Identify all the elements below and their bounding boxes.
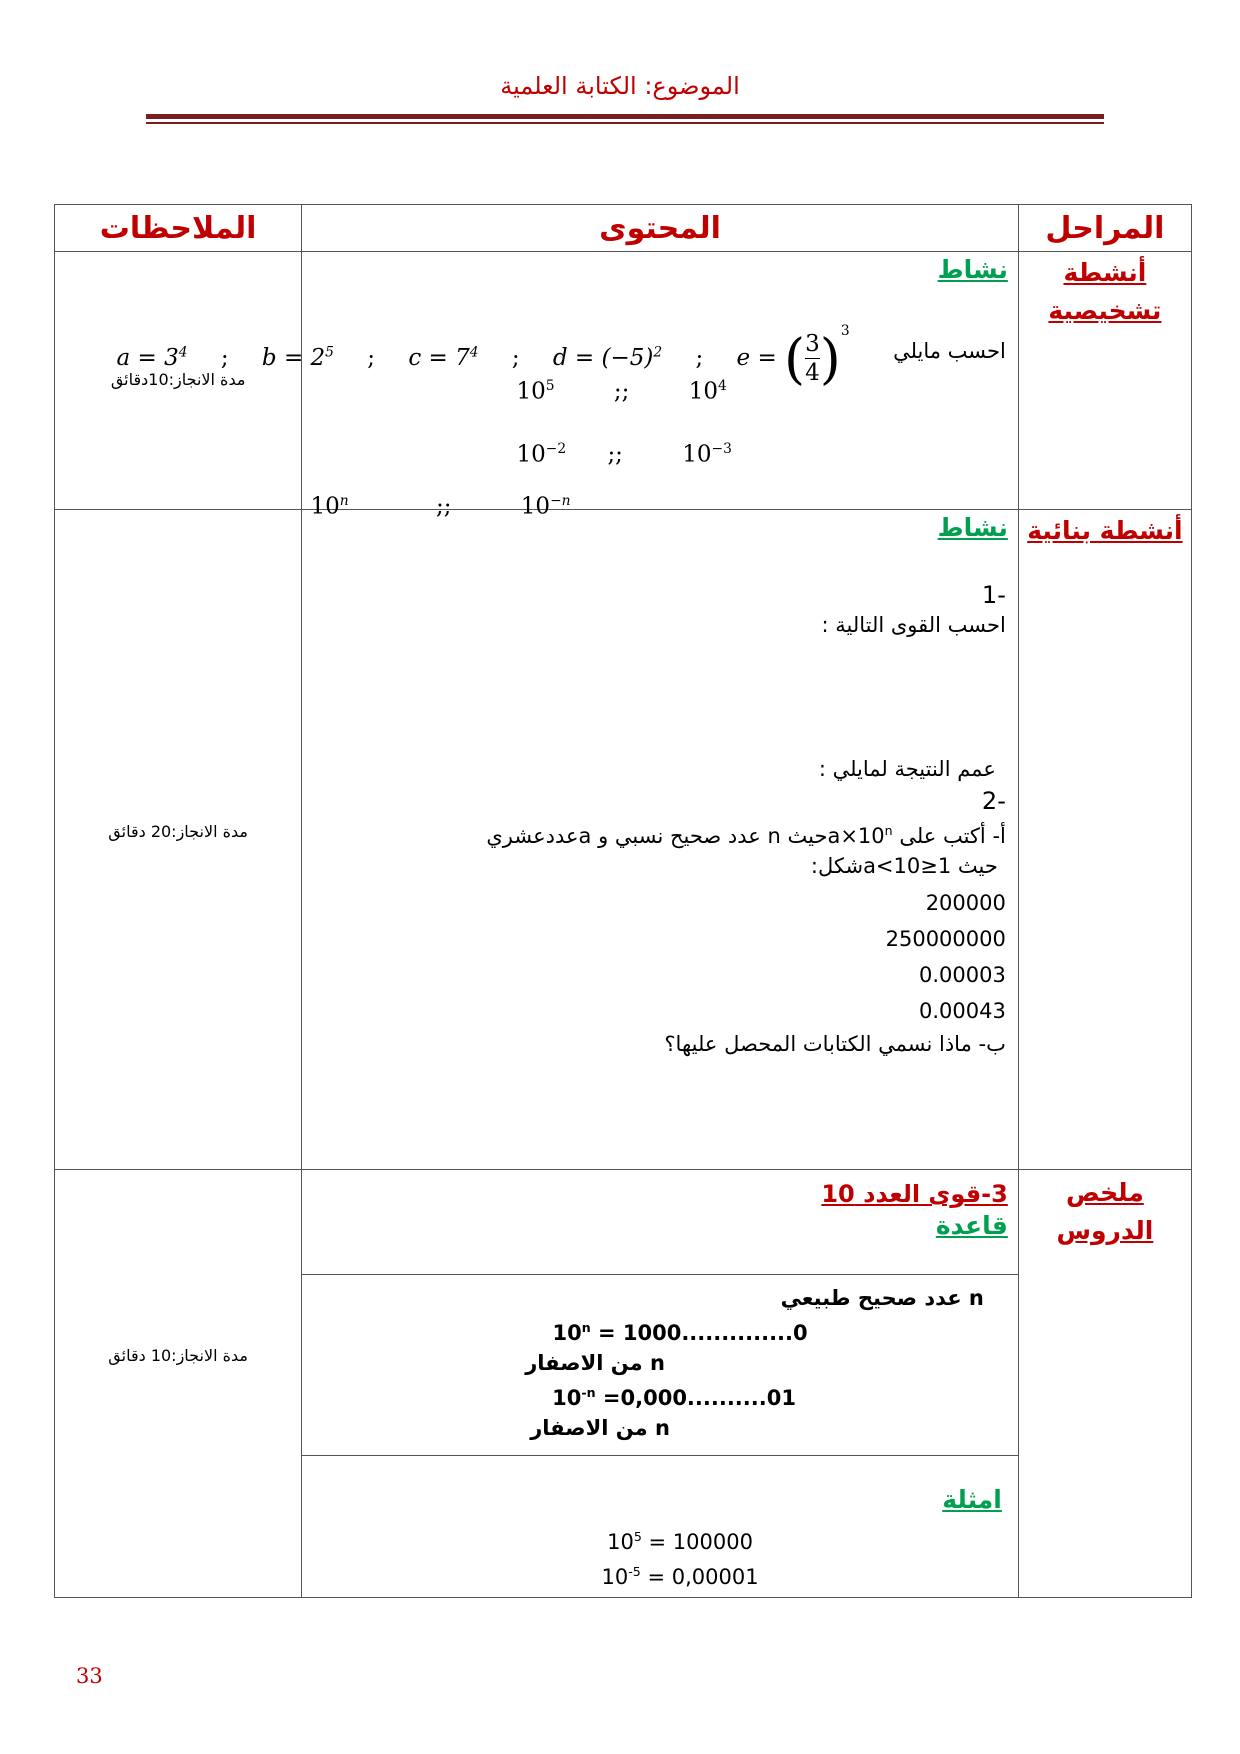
- item-label: -2: [981, 787, 1006, 815]
- item-text: أ- أكتب على $a\times 10^nحيث$ n عدد صحيح نسبي و aعددعشري: [486, 823, 1006, 848]
- rule-box: [302, 1275, 1018, 1456]
- section-title: 3-قوى العدد 10: [821, 1180, 1008, 1208]
- stage-cell: [1018, 252, 1191, 510]
- header-divider: [146, 114, 1104, 119]
- notes-cell: [55, 1170, 302, 1598]
- header-content: المحتوى: [302, 205, 1019, 252]
- table-header-row: [55, 205, 1192, 252]
- stage-label: ملخص الدروس: [1056, 1178, 1154, 1245]
- header-divider-thin: [146, 122, 1104, 124]
- table-row: [55, 510, 1192, 1170]
- rule-line: n عدد صحيح طبيعي: [780, 1286, 984, 1310]
- item-text: حيث 1≤a<10شكل:: [810, 854, 998, 878]
- list-item: 0.00043: [919, 999, 1006, 1023]
- stage-label: أنشطة بنائية: [1027, 516, 1183, 545]
- generalize-powers: 10$^n$ ;; $10^{-n}$: [310, 492, 571, 520]
- rule-formula: $10^n = 1000..............0$: [552, 1320, 808, 1345]
- question-text: ب- ماذا نسمي الكتابات المحصل عليها؟: [664, 1032, 1006, 1056]
- table-row: [55, 1170, 1192, 1598]
- notes-cell: [55, 510, 302, 1170]
- instruction-text: احسب مايلي: [893, 339, 1006, 363]
- duration-note: مدة الانجاز:20 دقائق: [108, 822, 248, 841]
- duration-note: مدة الانجاز:10دقائق: [110, 370, 246, 389]
- rule-title: قاعدة: [935, 1211, 1008, 1240]
- item-text: احسب القوى التالية :: [821, 613, 1006, 637]
- section-header: [302, 1170, 1018, 1275]
- list-item: 250000000: [885, 927, 1006, 951]
- powers-block: $10^5$ ;; $10^4$ $10^{-2}$ ;; $10^{-3}$: [516, 377, 732, 468]
- activity-title: نشاط: [937, 513, 1008, 542]
- content-cell: [302, 377, 1019, 1170]
- stage-cell: [1018, 510, 1191, 1170]
- list-item: 0.00003: [919, 963, 1006, 987]
- item-label: -1: [981, 581, 1006, 609]
- examples-title: امثلة: [942, 1485, 1002, 1514]
- examples-box: [302, 1456, 1018, 1596]
- generalize-text: عمم النتيجة لمايلي :: [818, 757, 996, 781]
- rule-formula: $10^{-n} =0,000..........01$: [552, 1385, 796, 1410]
- expressions-line: $a = 3^4$ ; $b = 2^5$ ; $c = 7^4$ ; $d = (-5)^2$ ; e = ( $\frac{3}{4}$ )$^3$: [116, 322, 850, 390]
- page-title: الموضوع: الكتابة العلمية: [500, 72, 740, 100]
- header-notes: الملاحظات: [55, 205, 302, 252]
- header-stages: المراحل: [1018, 205, 1191, 252]
- lesson-table: [54, 204, 1192, 1598]
- duration-note: مدة الانجاز:10 دقائق: [108, 1346, 248, 1365]
- example-line: $10^5 = 100000$: [607, 1529, 753, 1554]
- page-number: 33: [76, 1664, 103, 1688]
- content-cell: [302, 1170, 1019, 1598]
- example-line: $10^{-5} = 0,00001$: [601, 1564, 759, 1589]
- numbers-list: [302, 885, 1018, 1029]
- stage-label: أنشطة تشخيصية: [1048, 258, 1162, 325]
- list-item: 200000: [925, 891, 1006, 915]
- rule-line: n من الاصفار: [525, 1351, 665, 1375]
- stage-cell: [1018, 1170, 1191, 1598]
- rule-line: n من الاصفار: [530, 1416, 670, 1440]
- activity-title: نشاط: [937, 255, 1008, 284]
